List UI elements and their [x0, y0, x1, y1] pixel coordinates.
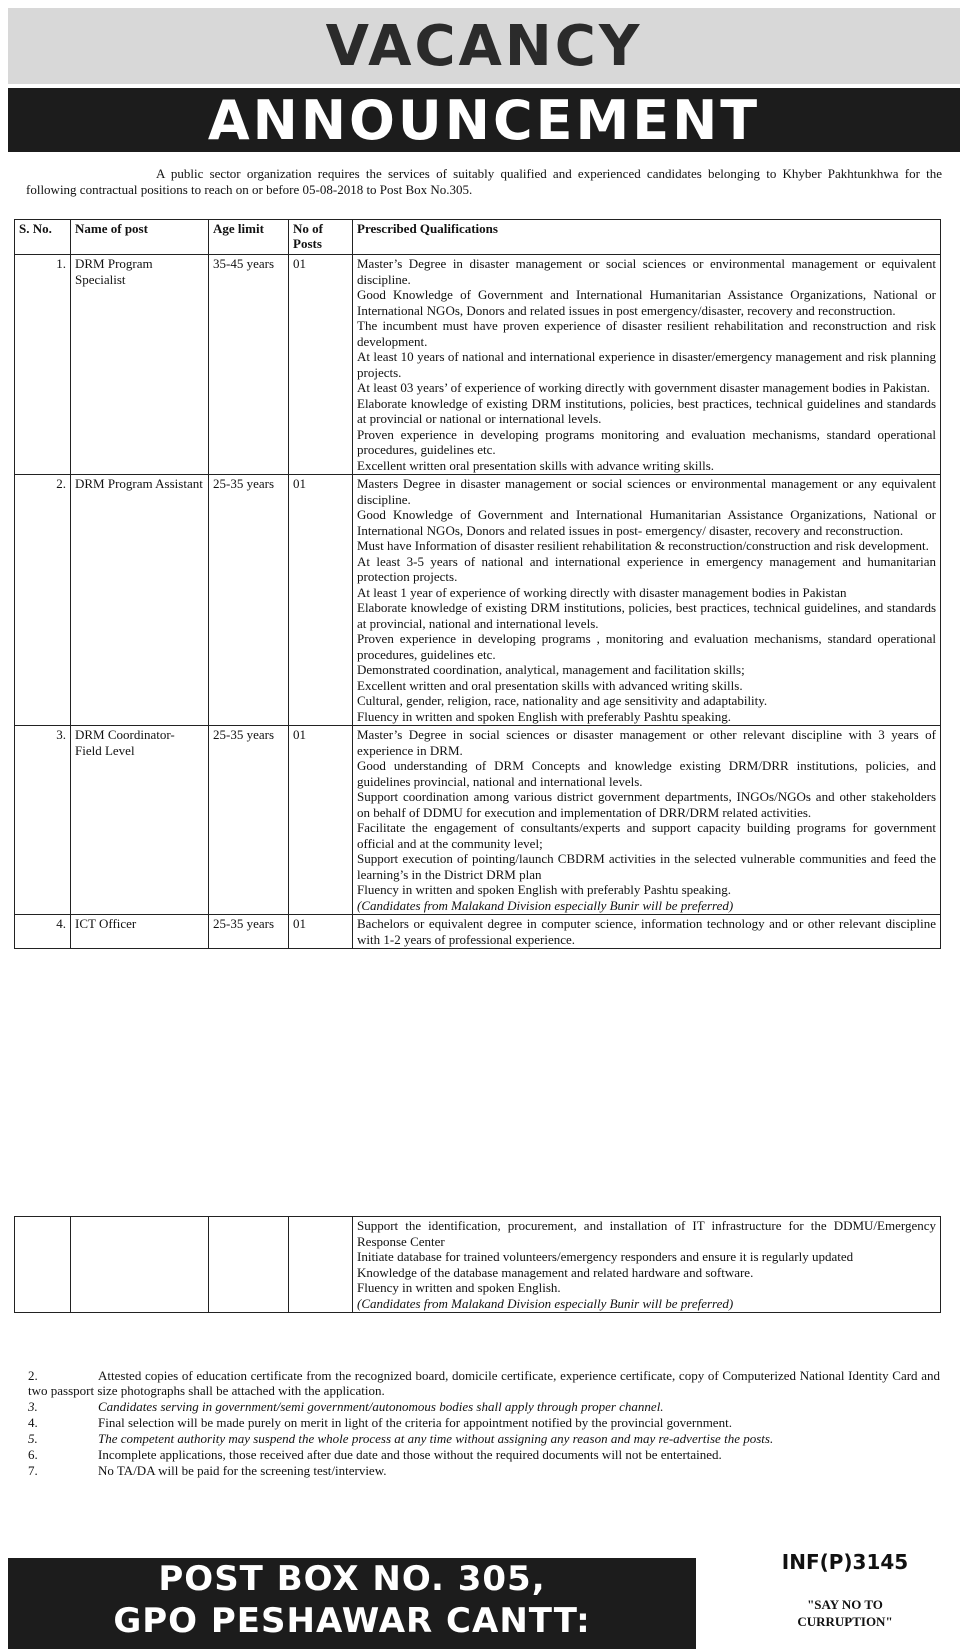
note-number: 4. [28, 1415, 38, 1430]
empty-cell [15, 1217, 71, 1313]
list-item [28, 1447, 940, 1462]
address-line-1: POST BOX NO. 305, [158, 1559, 546, 1599]
row-qualifications [353, 1217, 941, 1313]
row-post: ICT Officer [71, 915, 209, 949]
list-item [28, 1368, 940, 1398]
row-qualifications [353, 726, 941, 915]
note-number: 6. [28, 1447, 38, 1462]
qualification-item: Support execution of pointing/launch CBDRM activities in the selected vulnerable communities and feed the learning’s in the District DRM plan [357, 851, 936, 882]
note-text: No TA/DA will be paid for the screening test/interview. [98, 1463, 387, 1478]
qualification-item: Fluency in written and spoken English with preferably Pashtu speaking. [357, 708, 732, 724]
preference-note: (Candidates from Malakand Division especially Bunir will be preferred) [357, 1295, 734, 1311]
row-age: 25-35 years [209, 726, 289, 915]
note-number: 3. [28, 1399, 38, 1414]
table-row [15, 255, 941, 475]
qualification-item: Good Knowledge of Government and International Humanitarian Assistance Organizations, National or International NGOs, Donors and related issues in post emergency/disaster, recovery and reconstruction. [357, 287, 936, 318]
slogan-line-2: CURRUPTION" [797, 1614, 893, 1629]
header-post: Name of post [71, 220, 209, 255]
terms-list [28, 1368, 940, 1479]
qualification-item: Elaborate knowledge of existing DRM institutions, policies, best practices, technical guidelines and standards at provincial or national or international levels. [357, 395, 936, 426]
table-row [15, 726, 941, 915]
qualification-item: Masters Degree in disaster management or social sciences or environmental management or any equivalent discipline. [357, 476, 936, 507]
row-sno: 2. [15, 475, 71, 726]
note-text: Final selection will be made purely on merit in light of the criteria for appointment notified by the provincial government. [98, 1415, 732, 1430]
qualification-item: Support the identification, procurement, and installation of IT infrastructure for the DDMU/Emergency Response Center [357, 1218, 936, 1249]
empty-cell [289, 1217, 353, 1313]
title-announcement: ANNOUNCEMENT [8, 88, 960, 152]
qualification-item: Must have Information of disaster resilient rehabilitation & reconstruction/construction and risk development. [357, 538, 929, 553]
qualification-item: Support coordination among various district government departments, INGOs/NGOs and other stakeholders on behalf of DDMU for execution and implementation of DRR/DRM related activities. [357, 789, 936, 820]
qualification-item: Fluency in written and spoken English with preferably Pashtu speaking. [357, 882, 732, 897]
slogan [740, 1596, 950, 1630]
qualification-item: Facilitate the engagement of consultants/experts and support capacity building programs for government official and at the community level; [357, 820, 936, 851]
row-age: 25-35 years [209, 475, 289, 726]
list-item [28, 1463, 940, 1478]
note-number: 7. [28, 1463, 38, 1478]
row-posts: 01 [289, 915, 353, 949]
list-item [28, 1399, 940, 1414]
row-post: DRM Coordinator- Field Level [71, 726, 209, 915]
qualification-item: Excellent written oral presentation skills with advance writing skills. [357, 457, 715, 473]
qualification-item: Master’s Degree in disaster management or social sciences or environmental management or equivalent discipline. [357, 256, 936, 287]
row-post: DRM Program Assistant [71, 475, 209, 726]
qualification-item: Proven experience in developing programs , monitoring and evaluation mechanisms, standard operational procedures, guidelines etc. [357, 631, 936, 662]
qualification-item: Fluency in written and spoken English. [357, 1280, 561, 1295]
header-sno: S. No. [15, 220, 71, 255]
inf-reference: INF(P)3145 [781, 1550, 909, 1574]
row-sno: 4. [15, 915, 71, 949]
preference-note: (Candidates from Malakand Division especially Bunir will be preferred) [357, 897, 734, 913]
qualification-item: Bachelors or equivalent degree in computer science, information technology and or other relevant discipline with 1-2 years of professional experience. [357, 916, 936, 947]
qualification-item: Cultural, gender, religion, race, nationality and age sensitivity and adaptability. [357, 693, 768, 708]
qualification-item: At least 3-5 years of national and international experience in emergency management and humanitarian protection projects. [357, 553, 936, 584]
row-posts: 01 [289, 475, 353, 726]
note-number: 2. [28, 1368, 38, 1383]
intro-paragraph: A public sector organization requires the services of suitably qualified and experienced candidates belonging to Khyber Pakhtunkhwa for the following contractual positions to reach on or before 05-08-2018 to Post Box No.305. [26, 166, 942, 197]
qualification-item: Demonstrated coordination, analytical, management and facilitation skills; [357, 662, 745, 677]
table-row [15, 915, 941, 949]
empty-cell [209, 1217, 289, 1313]
note-text: Attested copies of education certificate from the recognized board, domicile certificate, experience certificate, copy of Computerized National Identity Card and two passport size photographs shall be attached with the application. [28, 1368, 940, 1398]
list-item [28, 1415, 940, 1430]
qualification-item: Initiate database for trained volunteers/emergency responders and ensure it is regularly updated [357, 1249, 854, 1264]
post-box-address [8, 1558, 696, 1649]
qualification-item: At least 1 year of experience of working directly with disaster management bodies in Pakistan [357, 584, 847, 600]
empty-cell [71, 1217, 209, 1313]
table-row [15, 1217, 941, 1313]
address-line-2: GPO PESHAWAR CANTT: [113, 1601, 591, 1641]
qualification-item: At least 10 years of national and international experience in disaster/emergency management and risk planning projects. [357, 349, 936, 380]
qualification-item: The incumbent must have proven experience of disaster resilient rehabilitation and reconstruction and risk development. [357, 318, 936, 349]
qualification-item: Elaborate knowledge of existing DRM institutions, policies, best practices, technical guidelines, and standards at provincial, national and international levels. [357, 600, 936, 631]
note-number: 5. [28, 1431, 38, 1446]
header-qualifications: Prescribed Qualifications [353, 220, 941, 255]
posts-table-continuation [14, 1216, 941, 1313]
qualification-item: Knowledge of the database management and related hardware and software. [357, 1264, 754, 1280]
posts-table [14, 219, 941, 949]
row-post: DRM Program Specialist [71, 255, 209, 475]
qualification-item: Proven experience in developing programs monitoring and evaluation mechanisms, standard operational procedures, guidelines etc. [357, 426, 936, 457]
row-sno: 3. [15, 726, 71, 915]
qualification-item: Good understanding of DRM Concepts and knowledge existing DRM/DRR institutions, policies, and guidelines provincial, national and international levels. [357, 758, 936, 789]
row-posts: 01 [289, 255, 353, 475]
table-row [15, 475, 941, 726]
row-sno: 1. [15, 255, 71, 475]
list-item [28, 1431, 940, 1446]
row-qualifications [353, 255, 941, 475]
row-qualifications [353, 475, 941, 726]
row-age: 25-35 years [209, 915, 289, 949]
header-posts: No of Posts [289, 220, 353, 255]
note-text: Candidates serving in government/semi government/autonomous bodies shall apply through proper channel. [98, 1399, 664, 1414]
table-header-row [15, 220, 941, 255]
qualification-item: Master’s Degree in social sciences or disaster management or other relevant discipline with 3 years of experience in DRM. [357, 727, 936, 758]
slogan-line-1: "SAY NO TO [807, 1597, 883, 1612]
qualification-item: Excellent written and oral presentation skills with advanced writing skills. [357, 677, 743, 693]
qualification-item: Good Knowledge of Government and International Humanitarian Assistance Organizations, National or International NGOs, Donors and related issues in post- emergency/ disaster, recovery and reconstruction. [357, 507, 936, 538]
qualification-item: At least 03 years’ of experience of working directly with government disaster management bodies in Pakistan. [357, 380, 931, 395]
row-age: 35-45 years [209, 255, 289, 475]
header-age: Age limit [209, 220, 289, 255]
note-text: The competent authority may suspend the whole process at any time without assigning any reason and may re-advertise the posts. [98, 1431, 774, 1446]
note-text: Incomplete applications, those received after due date and those without the required documents will not be entertained. [98, 1447, 722, 1462]
row-posts: 01 [289, 726, 353, 915]
title-vacancy: VACANCY [8, 8, 960, 84]
row-qualifications [353, 915, 941, 949]
